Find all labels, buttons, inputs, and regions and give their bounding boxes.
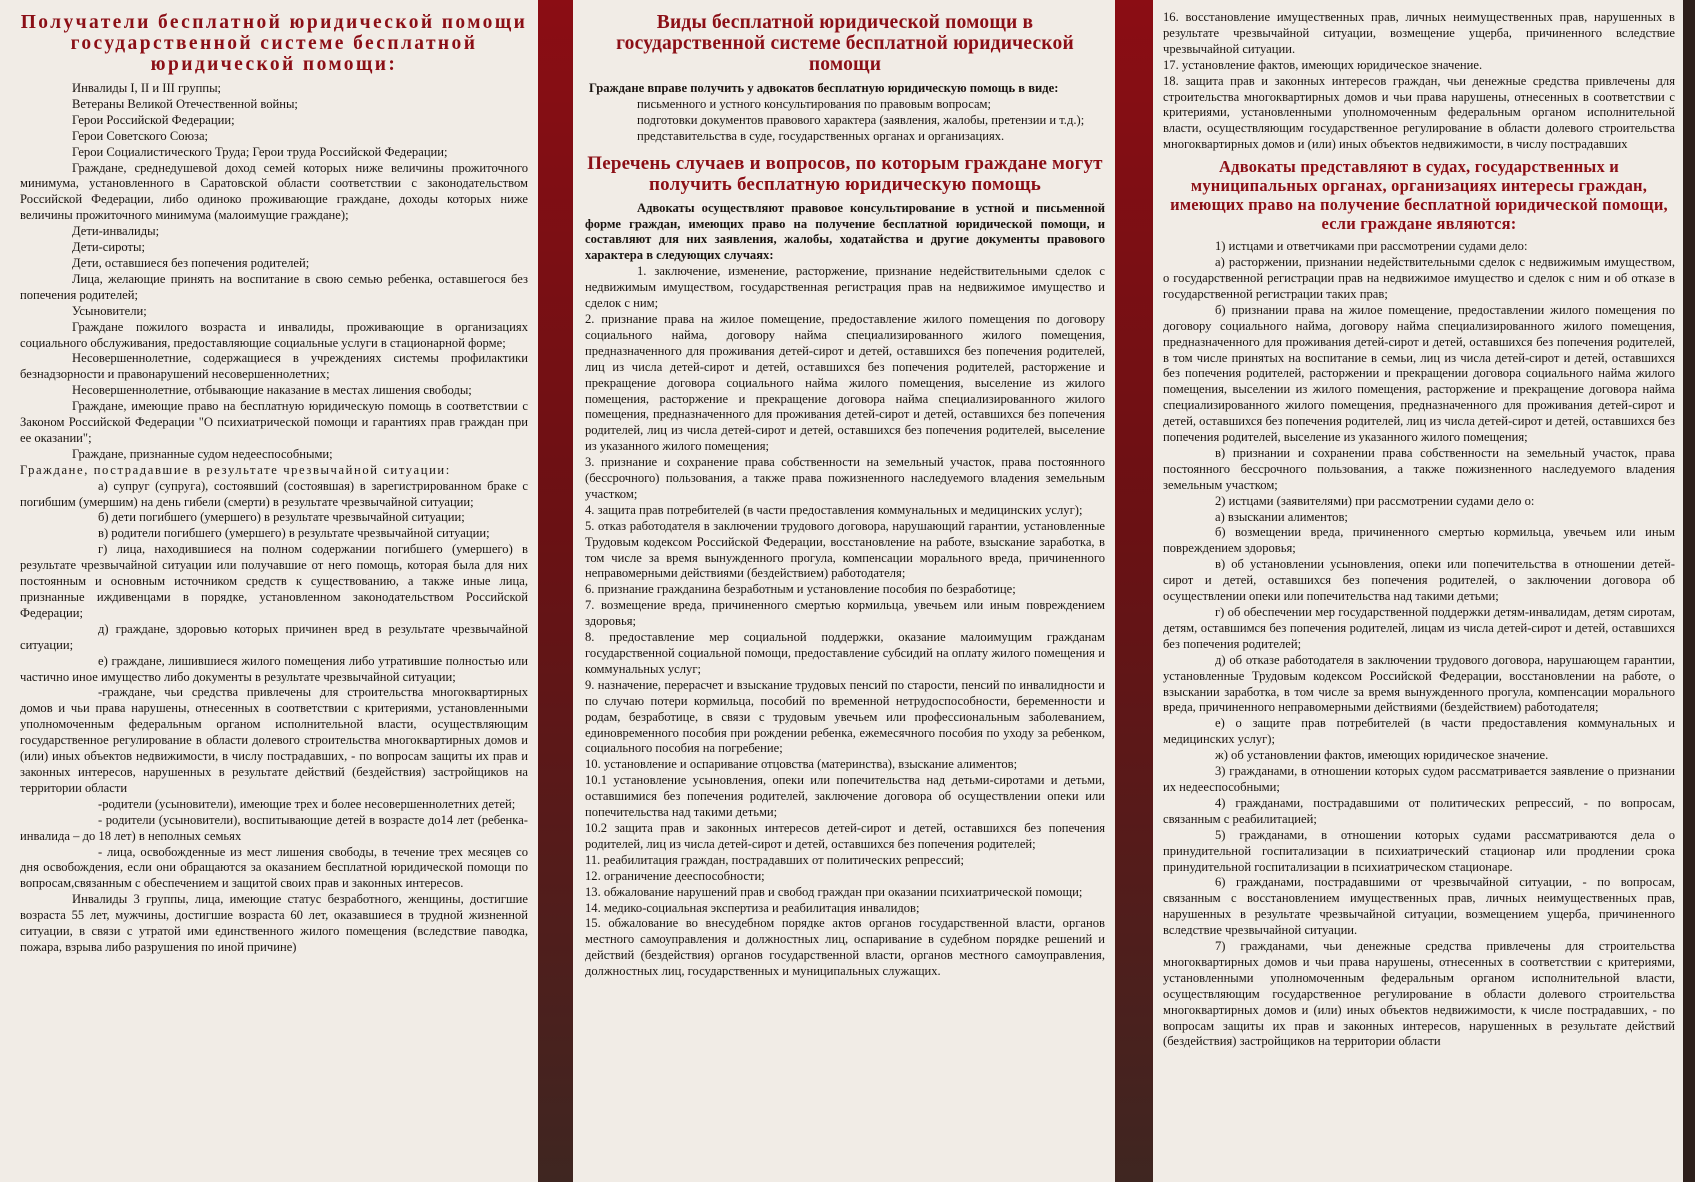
representation-item: 5) гражданами, в отношении которых судами рассматриваются дела о принудительной госпитализации в психиатрический стационар или продлении срока принудительной госпитализации в психиатрическом стационаре. [1163,827,1675,874]
other-recipient-item: -родители (усыновители), имеющие трех и более несовершеннолетних детей; [98,796,516,811]
case-item: 2. признание права на жилое помещение, предоставление жилого помещения по договору социального найма, договору найма специализированного жилого помещения, предназначенного для проживания детей-сирот и детей, оставшихся без попечения родителей, лиц из числа детей-сирот и детей, оставшихся без попечения родителей, расторжение и прекращение договора социального найма жилого помещения, выселение из жилого помещения, расторжение и прекращение договора найма специализированного жилого помещения, предназначенного для проживания детей-сирот и детей, оставшихся без попечения родителей, лиц из числа детей-сирот и детей, оставшихся без попечения родителей, выселение из указанного жилого помещения; [585,311,1105,454]
case-item-continued: 18. защита прав и законных интересов граждан, чьи денежные средства привлечены для строительства многоквартирных домов и чьи права нарушены, отнесенных в соответствии с критериями, установленными уполномоченным федеральным органом исполнительной власти, осуществляющим государственное регулирование в области долевого строительства многоквартирных домов и (или) иных объектов недвижимости, в числу пострадавших [1163,73,1675,152]
kind-item: подготовки документов правового характера (заявления, жалобы, претензии и т.д.); [637,112,1085,127]
case-item: 10.2 защита прав и законных интересов детей-сирот и детей, оставшихся без попечения родителей, лиц из числа детей-сирот и детей, оставшихся без попечения родителей; [585,820,1105,851]
emergency-item: б) дети погибшего (умершего) в результате чрезвычайной ситуации; [98,510,465,525]
case-item: 12. ограничение дееспособности; [585,868,765,883]
representation-item: б) признании права на жилое помещение, предоставлении жилого помещения по договору социального найма, договору найма специализированного жилого помещения, предназначенного для проживания детей-сирот и детей, оставшихся без попечения родителей, в том числе принятых на воспитание в семьи, лиц из числа детей-сирот и детей, оставшихся без попечения родителей, расторжении и прекращении договора социального найма жилого помещения, выселении из жилого помещения, расторжение и прекращение договора найма специализированного жилого помещения, предназначенного для проживания детей-сирот и детей, оставшихся без попечения родителей, лиц из числа детей-сирот и детей, оставшихся без попечения родителей, выселение из указанного жилого помещения; [1163,302,1675,445]
left-divider [538,0,573,1182]
case-item: 13. обжалование нарушений прав и свобод граждан при оказании психиатрической помощи; [585,884,1083,899]
case-item-continued: 17. установление фактов, имеющих юридическое значение. [1163,57,1483,72]
recipient-item: Несовершеннолетние, отбывающие наказание в местах лишения свободы; [72,383,472,398]
recipient-item: Граждане, имеющие право на бесплатную юридическую помощь в соответствии с Законом Российской Федерации "О психиатрической помощи и гарантиях прав граждан при ее оказании"; [20,399,528,445]
representation-item: в) признании и сохранении права собственности на земельный участок, права постоянного бессрочного пользования, а также пожизненного наследуемого владения земельным участком; [1163,445,1675,492]
representation-item: 3) гражданами, в отношении которых судом рассматривается заявление о признании их недееспособными; [1163,764,1675,794]
recipient-item: Дети-инвалиды; [72,224,160,239]
middle-title: Виды бесплатной юридической помощи в государственной системе бесплатной юридической помощи [616,12,1074,75]
case-item: 3. признание и сохранение права собственности на земельный участок, права постоянного (бессрочного) пользования, а также права пожизненного наследуемого владения земельным участком; [585,455,1105,501]
recipient-item: Усыновители; [72,303,147,318]
representation-item: ж) об установлении фактов, имеющих юридическое значение. [1215,748,1549,763]
right-column [1153,0,1683,1182]
left-title: Получатели бесплатной юридической помощи государственной системе бесплатной юридической помощи: [20,12,528,75]
representation-item: а) взыскании алиментов; [1215,509,1348,524]
representation-item: 6) гражданами, пострадавшими от чрезвычайной ситуации, - по вопросам, связанным с восстановлением имущественных прав, личных неимущественных прав, нарушенных в результате чрезвычайной ситуации, возмещением ущерба, причиненного вследствие чрезвычайной ситуации. [1163,875,1675,938]
cases-title: Перечень случаев и вопросов, по которым граждане могут получить бесплатную юридическую помощь [587,152,1103,195]
cases-intro: Адвокаты осуществляют правовое консультирование в устной и письменной форме граждан, имеющих право на получение бесплатной юридической помощи, и составляют для них заявления, жалобы, ходатайства и другие документы правового характера в следующих случаях: [585,200,1105,263]
representation-item: б) возмещении вреда, причиненного смертью кормильца, увечьем или иным повреждением здоровья; [1163,525,1675,556]
representation-item: 1) истцами и ответчиками при рассмотрении судами дело: [1215,239,1528,254]
recipient-item: Граждане, среднедушевой доход семей которых ниже величины прожиточного минимума, установленного в Саратовской области соответствии с законодательством Российской Федерации, либо одиноко проживающие граждане, доходы которых ниже величины прожиточного минимума (малоимущие граждане); [20,160,528,223]
recipient-item: Несовершеннолетние, содержащиеся в учреждениях системы профилактики безнадзорности и правонарушений несовершеннолетних; [20,351,528,382]
case-item: 5. отказ работодателя в заключении трудового договора, нарушающий гарантии, установленные Трудовым кодексом Российской Федерации, восстановление на работе, взыскание заработка, в том числе за время вынужденного прогула, компенсации морального вреда, причиненного неправомерными действиями (бездействием) работодателя; [585,518,1105,581]
case-item: 8. предоставление мер социальной поддержки, оказание малоимущим гражданам государственной социальной помощи, предоставление субсидий на оплату жилого помещения и коммунальных услуг; [585,630,1105,676]
other-recipient-item: - лица, освобожденные из мест лишения свободы, в течение трех месяцев со дня освобождения, если они обращаются за оказанием бесплатной юридической помощи по вопросам,связанным с обеспечением и защитой своих прав и законных интересов. [20,844,528,891]
emergency-item: а) супруг (супруга), состоявший (состоявшая) в зарегистрированном браке с погибшим (умершим) на день гибели (смерти) в результате чрезвычайной ситуации; [20,478,528,509]
representation-item: а) расторжении, признании недействительными сделок с недвижимым имуществом, о государственной регистрации прав на недвижимое имущество и сделок с ним и об отказе в государственной регистрации таких прав; [1163,255,1675,301]
emergency-item: е) граждане, лишившиеся жилого помещения либо утратившие полностью или частично иное имущество либо документы в результате чрезвычайной ситуации; [20,653,528,684]
kind-item: письменного и устного консультирования по правовым вопросам; [637,96,992,111]
case-item-continued: 16. восстановление имущественных прав, личных неимущественных прав, нарушенных в результате чрезвычайной ситуации, возмещение ущерба, причиненного вследствие чрезвычайной ситуации. [1163,10,1675,56]
recipient-item: Граждане, признанные судом недееспособными; [72,446,333,461]
other-recipient-item: -граждане, чьи средства привлечены для строительства многоквартирных домов и чьи права нарушены, отнесенных в соответствии с критериями, установленными уполномоченным федеральным органом исполнительной власти, осуществляющим государственное регулирование в области долевого строительства многоквартирных домов и (или) иных объектов недвижимости, в числу пострадавших, - по вопросам защиты их прав и законных интересов, нарушенных в результате действий (бездействия) застройщиков на территории области [20,685,528,795]
recipient-item: Дети, оставшиеся без попечения родителей; [72,255,310,270]
case-item: 15. обжалование во внесудебном порядке актов органов государственной власти, органов местного самоуправления и должностных лиц, оспаривание в судебном порядке решений и действий (бездействия) органов государственной власти, органов местного самоуправления, должностных лиц, государственных и муниципальных служащих. [585,916,1105,979]
right-divider [1115,0,1153,1182]
representation-item: г) об обеспечении мер государственной поддержки детям-инвалидам, детям сиротам, детям, оставшимся без попечения родителей, лицам из числа детей-сирот и детей, оставшихся без попечения родителей; [1163,605,1675,651]
case-item: 9. назначение, перерасчет и взыскание трудовых пенсий по старости, пенсий по инвалидности и по случаю потери кормильца, пособий по временной нетрудоспособности, беременности и родам, безработице, в связи с трудовым увечьем или профессиональным заболеванием, единовременного пособия при рождении ребенка, ежемесячного пособия по уходу за ребенком, социального пособия на погребение; [585,677,1105,756]
recipient-item: Герои Советского Союза; [72,128,209,143]
recipient-item: Инвалиды I, II и III группы; [72,81,222,95]
emergency-item: в) родители погибшего (умершего) в результате чрезвычайной ситуации; [98,526,490,541]
kinds-intro: Граждане вправе получить у адвокатов бесплатную юридическую помощь в виде: [589,81,1059,95]
recipient-item: Герои Социалистического Труда; Герои труда Российской Федерации; [72,144,448,159]
recipient-item: Ветераны Великой Отечественной войны; [72,96,298,111]
recipient-item: Лица, желающие принять на воспитание в свою семью ребенка, оставшегося без попечения родителей; [20,271,528,302]
case-item: 1. заключение, изменение, расторжение, признание недействительными сделок с недвижимым имуществом, государственная регистрация прав на недвижимое имущество и сделок с ним; [585,264,1105,311]
representation-item: д) об отказе работодателя в заключении трудового договора, нарушающем гарантии, установленные Трудовым кодексом Российской Федерации, восстановлении на работе, о взыскании заработка, в том числе за время вынужденного прогула, компенсации морального вреда, причиненного неправомерными действиями (бездействием) работодателя; [1163,652,1675,715]
other-recipient-item: - родители (усыновители), воспитывающие детей в возрасте до14 лет (ребенка-инвалида – до 18 лет) в неполных семьях [20,812,528,843]
case-item: 11. реабилитация граждан, пострадавших от политических репрессий; [585,852,965,867]
case-item: 6. признание гражданина безработным и установление пособия по безработице; [585,582,1016,597]
other-recipient-item: Инвалиды 3 группы, лица, имеющие статус безработного, женщины, достигшие возраста 55 лет, мужчины, достигшие возраста 60 лет, оказавшиеся в трудной жизненной ситуации, в связи с утратой ими единственного жилого помещения (вследствие паводка, пожара, взрыва либо разрушения по иной причине) [20,892,528,954]
left-column [0,0,538,1182]
recipient-item: Герои Российской Федерации; [72,112,235,127]
case-item: 4. защита прав потребителей (в части предоставления коммунальных и медицинских услуг); [585,502,1083,517]
case-item: 7. возмещение вреда, причиненного смертью кормильца, увечьем или иным повреждением здоровья; [585,598,1105,629]
emergency-item: г) лица, находившиеся на полном содержании погибшего (умершего) в результате чрезвычайной ситуации или получавшие от него помощь, которая была для них постоянным и основным источником средств к существованию, а также иные лица, признанные иждивенцами в порядке, установленном законодательством Российской Федерации; [20,542,528,620]
representation-item: 4) гражданами, пострадавшими от политических репрессий, - по вопросам, связанным с реабилитацией; [1163,795,1675,826]
middle-column [573,0,1115,1182]
case-item: 10.1 установление усыновления, опеки или попечительства над детьми-сиротами и детьми, оставшимися без попечения родителей, заключение договора об осуществлении опеки или попечительства над такими детьми; [585,773,1105,820]
recipient-item: Дети-сироты; [72,240,145,255]
representation-item: е) о защите прав потребителей (в части предоставления коммунальных и медицинских услуг); [1163,716,1675,747]
representation-item: в) об установлении усыновления, опеки или попечительства в отношении детей-сирот и детей, оставшихся без попечения родителей, о заключении договора об осуществлении опеки или попечительства над такими детьми; [1163,557,1675,604]
representation-item: 7) гражданами, чьи денежные средства привлечены для строительства многоквартирных домов и чьи права нарушены, отнесенных в соответствии с критериями, установленными уполномоченным федеральным органом исполнительной власти, осуществляющим государственное регулирование в области долевого строительства многоквартирных домов и (или) иных объектов недвижимости, к числе пострадавших, - по вопросам защиты их прав и законных интересов, нарушенных в результате действий (бездействия) застройщиков на территории области [1163,939,1675,1049]
emergency-item: д) граждане, здоровью которых причинен вред в результате чрезвычайной ситуации; [20,621,528,652]
recipient-item: Граждане пожилого возраста и инвалиды, проживающие в организациях социального обслуживания, предоставляющие социальные услуги в стационарной форме; [20,319,528,350]
right-edge [1683,0,1695,1182]
emergency-intro: Граждане, пострадавшие в результате чрезвычайной ситуации: [20,462,451,477]
case-item: 10. установление и оспаривание отцовства (материнства), взыскание алиментов; [585,757,1018,772]
kind-item: представительства в суде, государственных органах и организациях. [637,128,1005,143]
right-title: Адвокаты представляют в судах, государственных и муниципальных органах, организациях интересы граждан, имеющих право на получение бесплатной юридической помощи, если граждане являются: [1170,157,1668,234]
representation-item: 2) истцами (заявителями) при рассмотрении судами дело о: [1215,493,1535,508]
case-item: 14. медико-социальная экспертиза и реабилитация инвалидов; [585,900,920,915]
